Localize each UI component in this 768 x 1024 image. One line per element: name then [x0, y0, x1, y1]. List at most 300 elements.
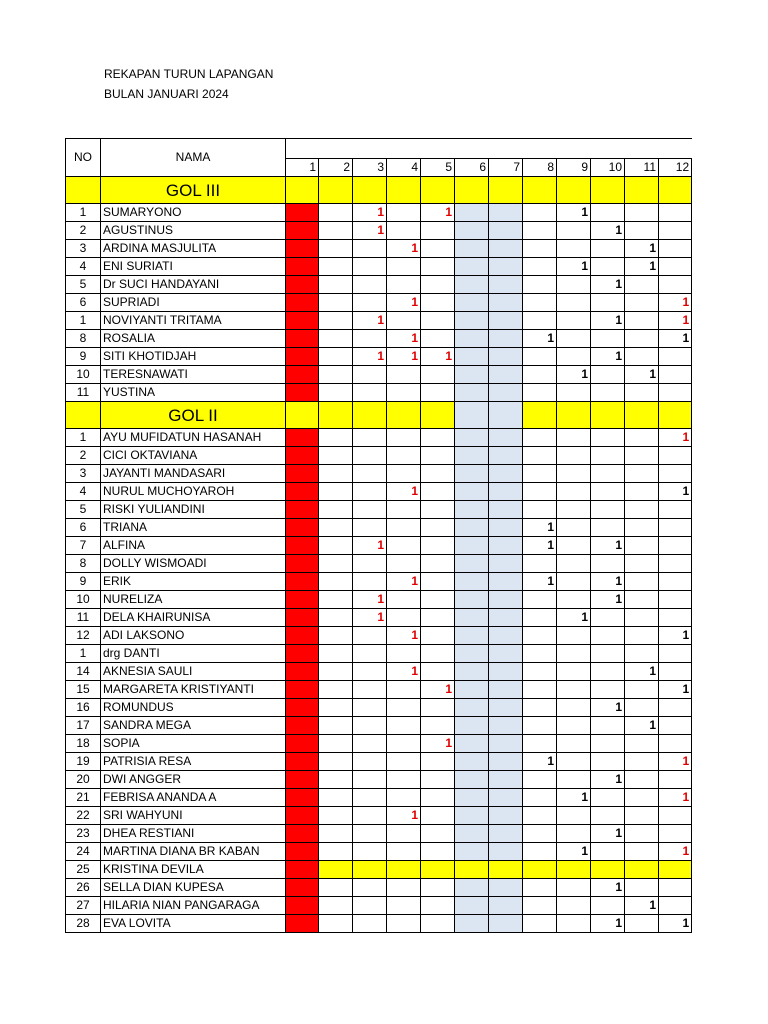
day-cell: 1	[523, 330, 557, 348]
day-cell: 1	[591, 825, 625, 843]
day-cell	[319, 753, 353, 771]
row-number: 5	[66, 501, 101, 519]
day-cell: 1	[591, 348, 625, 366]
day-cell	[523, 447, 557, 465]
days-header-top	[286, 139, 692, 159]
day-cell	[286, 663, 319, 681]
employee-name: ROSALIA	[101, 330, 286, 348]
table-row	[66, 294, 692, 312]
day-cell: 1	[659, 915, 692, 933]
day-cell	[489, 735, 523, 753]
day-cell	[455, 753, 489, 771]
day-cell: 1	[625, 258, 659, 276]
day-cell	[353, 915, 387, 933]
group-cell	[455, 402, 489, 429]
day-cell	[353, 330, 387, 348]
day-cell	[523, 465, 557, 483]
day-cell	[523, 483, 557, 501]
day-cell	[319, 645, 353, 663]
day-cell	[286, 276, 319, 294]
day-cell	[659, 555, 692, 573]
day-cell	[319, 591, 353, 609]
day-cell	[387, 699, 421, 717]
row-number: 6	[66, 294, 101, 312]
day-cell	[557, 879, 591, 897]
day-cell	[353, 789, 387, 807]
day-cell	[421, 879, 455, 897]
day-cell	[455, 861, 489, 879]
day-cell	[286, 879, 319, 897]
day-cell	[286, 240, 319, 258]
employee-name: MARTINA DIANA BR KABAN	[101, 843, 286, 861]
day-cell	[286, 465, 319, 483]
day-cell	[489, 537, 523, 555]
day-cell	[489, 222, 523, 240]
day-cell	[557, 537, 591, 555]
day-cell	[421, 555, 455, 573]
day-cell	[286, 384, 319, 402]
day-cell	[421, 915, 455, 933]
group-title: GOL III	[101, 177, 286, 204]
day-cell	[489, 555, 523, 573]
day-cell	[286, 204, 319, 222]
day-cell: 1	[421, 735, 455, 753]
row-number: 1	[66, 312, 101, 330]
day-cell	[286, 537, 319, 555]
table-row	[66, 843, 692, 861]
table-row	[66, 537, 692, 555]
day-cell	[557, 591, 591, 609]
day-cell	[625, 915, 659, 933]
day-cell	[353, 843, 387, 861]
day-cell	[286, 609, 319, 627]
day-cell	[286, 807, 319, 825]
table-row	[66, 753, 692, 771]
row-number: 5	[66, 276, 101, 294]
day-cell	[455, 294, 489, 312]
day-cell	[625, 771, 659, 789]
day-cell	[421, 591, 455, 609]
day-cell	[421, 258, 455, 276]
day-cell	[353, 627, 387, 645]
day-cell	[557, 312, 591, 330]
group-title: GOL II	[101, 402, 286, 429]
day-cell	[557, 240, 591, 258]
day-cell	[557, 807, 591, 825]
day-cell	[353, 753, 387, 771]
employee-name: Dr SUCI HANDAYANI	[101, 276, 286, 294]
day-cell	[591, 789, 625, 807]
employee-name: SANDRA MEGA	[101, 717, 286, 735]
table-row	[66, 681, 692, 699]
day-cell	[286, 348, 319, 366]
day-header-7: 7	[489, 159, 523, 177]
day-cell	[557, 699, 591, 717]
day-cell	[286, 627, 319, 645]
group-cell	[659, 402, 692, 429]
day-cell	[523, 843, 557, 861]
employee-name: AGUSTINUS	[101, 222, 286, 240]
day-cell	[489, 879, 523, 897]
day-cell	[523, 429, 557, 447]
employee-name: drg DANTI	[101, 645, 286, 663]
day-cell	[353, 735, 387, 753]
day-cell	[625, 591, 659, 609]
day-cell	[319, 735, 353, 753]
day-cell	[625, 276, 659, 294]
table-row	[66, 879, 692, 897]
day-cell	[286, 843, 319, 861]
day-cell	[659, 447, 692, 465]
day-cell	[625, 519, 659, 537]
row-number: 21	[66, 789, 101, 807]
day-cell	[319, 429, 353, 447]
day-cell	[319, 717, 353, 735]
day-cell	[387, 555, 421, 573]
row-number: 2	[66, 222, 101, 240]
day-cell: 1	[353, 348, 387, 366]
day-cell: 1	[557, 789, 591, 807]
day-cell	[387, 366, 421, 384]
day-cell	[625, 753, 659, 771]
day-cell	[387, 753, 421, 771]
day-cell	[523, 879, 557, 897]
day-cell	[353, 717, 387, 735]
day-cell	[421, 483, 455, 501]
day-cell	[319, 447, 353, 465]
day-cell	[659, 276, 692, 294]
day-cell: 1	[523, 573, 557, 591]
group-no-cell	[66, 402, 101, 429]
day-cell	[455, 348, 489, 366]
day-cell: 1	[591, 312, 625, 330]
table-row	[66, 627, 692, 645]
day-cell	[489, 573, 523, 591]
day-cell	[387, 861, 421, 879]
day-cell	[625, 879, 659, 897]
table-row	[66, 312, 692, 330]
day-cell	[557, 348, 591, 366]
day-cell	[421, 384, 455, 402]
day-cell	[421, 627, 455, 645]
employee-name: NOVIYANTI TRITAMA	[101, 312, 286, 330]
day-cell	[591, 447, 625, 465]
group-cell	[353, 402, 387, 429]
day-cell: 1	[387, 294, 421, 312]
row-number: 1	[66, 429, 101, 447]
day-cell	[455, 222, 489, 240]
day-cell	[455, 483, 489, 501]
day-cell	[591, 483, 625, 501]
day-cell	[625, 573, 659, 591]
day-cell	[523, 555, 557, 573]
employee-name: ADI LAKSONO	[101, 627, 286, 645]
day-cell	[523, 501, 557, 519]
day-cell	[387, 447, 421, 465]
employee-name: SELLA DIAN KUPESA	[101, 879, 286, 897]
day-cell	[353, 555, 387, 573]
day-cell	[353, 879, 387, 897]
table-row	[66, 699, 692, 717]
day-cell	[319, 879, 353, 897]
row-number: 2	[66, 447, 101, 465]
day-cell	[286, 258, 319, 276]
group-cell	[421, 177, 455, 204]
day-cell	[319, 897, 353, 915]
day-cell	[455, 429, 489, 447]
row-number: 14	[66, 663, 101, 681]
day-cell	[387, 537, 421, 555]
row-number: 4	[66, 258, 101, 276]
day-cell	[489, 240, 523, 258]
day-cell	[625, 555, 659, 573]
day-cell	[659, 771, 692, 789]
day-cell	[353, 825, 387, 843]
day-cell	[455, 609, 489, 627]
day-cell	[591, 204, 625, 222]
table-row	[66, 861, 692, 879]
day-cell	[455, 663, 489, 681]
table-row	[66, 771, 692, 789]
day-cell	[523, 681, 557, 699]
table-row	[66, 204, 692, 222]
day-cell	[353, 276, 387, 294]
day-cell	[557, 294, 591, 312]
day-cell	[286, 735, 319, 753]
day-cell	[455, 240, 489, 258]
day-cell	[387, 465, 421, 483]
day-cell	[625, 807, 659, 825]
day-cell	[319, 366, 353, 384]
day-cell	[557, 645, 591, 663]
day-cell	[353, 465, 387, 483]
employee-name: SUPRIADI	[101, 294, 286, 312]
day-cell	[659, 717, 692, 735]
day-cell	[591, 501, 625, 519]
day-cell	[353, 663, 387, 681]
day-cell	[455, 366, 489, 384]
day-cell	[387, 258, 421, 276]
day-cell	[387, 222, 421, 240]
day-cell	[489, 645, 523, 663]
day-cell	[421, 789, 455, 807]
day-cell	[353, 240, 387, 258]
row-number: 15	[66, 681, 101, 699]
day-cell	[489, 384, 523, 402]
day-cell	[353, 447, 387, 465]
employee-name: FEBRISA ANANDA A	[101, 789, 286, 807]
day-cell	[625, 384, 659, 402]
day-cell	[489, 312, 523, 330]
row-number: 20	[66, 771, 101, 789]
day-cell: 1	[591, 573, 625, 591]
day-cell	[591, 555, 625, 573]
table-row	[66, 717, 692, 735]
table-row	[66, 240, 692, 258]
day-cell: 1	[591, 699, 625, 717]
day-cell	[455, 807, 489, 825]
day-cell: 1	[591, 591, 625, 609]
day-cell	[489, 771, 523, 789]
day-cell	[286, 897, 319, 915]
day-cell	[523, 735, 557, 753]
day-cell	[455, 537, 489, 555]
row-number: 10	[66, 366, 101, 384]
row-number: 9	[66, 573, 101, 591]
day-cell: 1	[591, 222, 625, 240]
day-cell	[286, 483, 319, 501]
day-cell: 1	[591, 276, 625, 294]
day-cell	[489, 366, 523, 384]
day-cell	[421, 294, 455, 312]
day-cell	[353, 384, 387, 402]
day-cell	[659, 861, 692, 879]
day-cell	[387, 429, 421, 447]
day-header-1: 1	[286, 159, 319, 177]
employee-name: JAYANTI MANDASARI	[101, 465, 286, 483]
day-cell	[523, 663, 557, 681]
day-cell: 1	[387, 807, 421, 825]
day-cell	[591, 717, 625, 735]
employee-name: ERIK	[101, 573, 286, 591]
day-cell: 1	[591, 771, 625, 789]
employee-name: DELA KHAIRUNISA	[101, 609, 286, 627]
day-cell	[387, 519, 421, 537]
day-cell	[455, 879, 489, 897]
day-cell	[659, 807, 692, 825]
day-cell	[523, 312, 557, 330]
day-cell: 1	[421, 204, 455, 222]
day-cell	[591, 258, 625, 276]
group-row	[66, 402, 692, 429]
day-cell: 1	[625, 663, 659, 681]
day-cell: 1	[659, 843, 692, 861]
day-cell	[659, 825, 692, 843]
day-cell	[353, 573, 387, 591]
day-cell	[523, 258, 557, 276]
employee-name: RISKI YULIANDINI	[101, 501, 286, 519]
table-row	[66, 789, 692, 807]
day-cell	[387, 276, 421, 294]
day-cell	[421, 447, 455, 465]
day-cell	[319, 609, 353, 627]
group-cell	[659, 177, 692, 204]
day-cell: 1	[625, 717, 659, 735]
day-cell	[286, 222, 319, 240]
day-cell: 1	[557, 258, 591, 276]
day-cell: 1	[591, 915, 625, 933]
day-cell	[625, 843, 659, 861]
day-cell	[319, 663, 353, 681]
day-cell: 1	[659, 627, 692, 645]
day-cell	[455, 843, 489, 861]
employee-name: KRISTINA DEVILA	[101, 861, 286, 879]
day-cell: 1	[659, 312, 692, 330]
day-cell: 1	[421, 681, 455, 699]
day-cell	[557, 915, 591, 933]
day-cell	[489, 483, 523, 501]
row-number: 17	[66, 717, 101, 735]
day-cell	[286, 501, 319, 519]
day-cell	[421, 825, 455, 843]
day-cell: 1	[353, 537, 387, 555]
day-cell	[659, 222, 692, 240]
day-cell	[286, 645, 319, 663]
day-cell	[591, 366, 625, 384]
table-row	[66, 555, 692, 573]
day-cell	[286, 429, 319, 447]
row-number: 1	[66, 645, 101, 663]
day-cell	[421, 609, 455, 627]
day-cell	[523, 366, 557, 384]
row-number: 23	[66, 825, 101, 843]
day-cell	[319, 915, 353, 933]
day-cell	[591, 807, 625, 825]
day-cell	[625, 699, 659, 717]
day-cell	[489, 429, 523, 447]
day-cell	[319, 312, 353, 330]
day-header-6: 6	[455, 159, 489, 177]
employee-name: SRI WAHYUNI	[101, 807, 286, 825]
day-header-10: 10	[591, 159, 625, 177]
day-cell	[387, 897, 421, 915]
day-cell	[523, 609, 557, 627]
row-number: 11	[66, 384, 101, 402]
group-cell	[421, 402, 455, 429]
header-row	[66, 139, 692, 159]
day-cell	[387, 843, 421, 861]
day-cell	[319, 825, 353, 843]
day-cell	[455, 915, 489, 933]
day-cell	[523, 384, 557, 402]
day-cell	[489, 465, 523, 483]
day-cell: 1	[387, 330, 421, 348]
day-cell	[387, 879, 421, 897]
day-cell	[625, 825, 659, 843]
group-cell	[557, 177, 591, 204]
day-cell	[353, 483, 387, 501]
day-cell	[455, 627, 489, 645]
day-cell	[455, 771, 489, 789]
day-cell	[286, 861, 319, 879]
day-cell	[659, 204, 692, 222]
day-cell	[523, 276, 557, 294]
day-cell	[387, 501, 421, 519]
table-row	[66, 483, 692, 501]
day-cell	[557, 519, 591, 537]
row-number: 8	[66, 330, 101, 348]
day-cell	[659, 897, 692, 915]
row-number: 4	[66, 483, 101, 501]
day-cell	[319, 699, 353, 717]
day-cell	[557, 753, 591, 771]
day-cell	[421, 699, 455, 717]
day-cell	[319, 555, 353, 573]
day-cell	[319, 843, 353, 861]
day-cell	[659, 591, 692, 609]
day-cell: 1	[557, 204, 591, 222]
day-cell	[421, 366, 455, 384]
day-cell	[659, 735, 692, 753]
employee-name: TRIANA	[101, 519, 286, 537]
day-cell	[523, 807, 557, 825]
day-cell	[625, 348, 659, 366]
day-cell	[489, 843, 523, 861]
day-cell	[659, 240, 692, 258]
day-cell: 1	[523, 537, 557, 555]
day-cell: 1	[659, 429, 692, 447]
table-row	[66, 384, 692, 402]
